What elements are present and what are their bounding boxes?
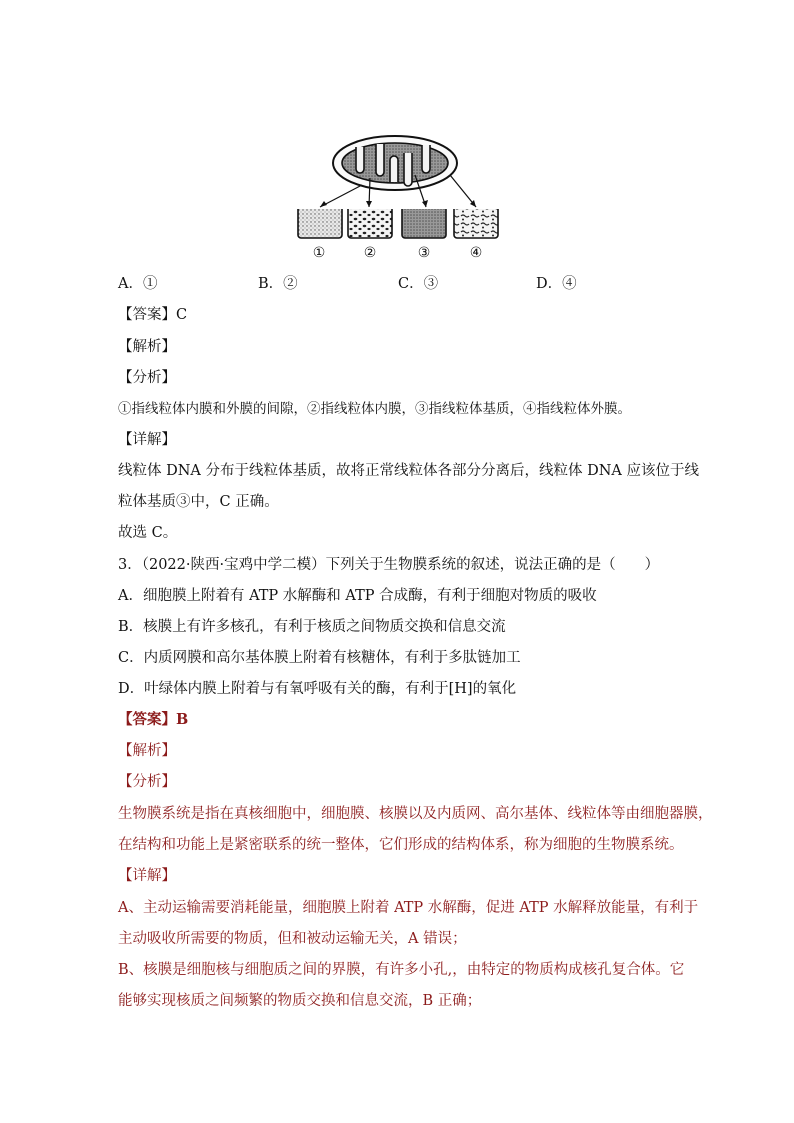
q2-option-a: A．① <box>118 276 158 292</box>
beaker-label-4: ④ <box>469 245 483 261</box>
q3-option-a: A．细胞膜上附着有 ATP 水解酶和 ATP 合成酶，有利于细胞对物质的吸收 <box>118 588 597 604</box>
q3-detail-line-1: A、主动运输需要消耗能量，细胞膜上附着 ATP 水解酶，促进 ATP 水解释放能量，有利于 <box>118 900 699 916</box>
q3-option-b: B．核膜上有许多核孔，有利于核质之间物质交换和信息交流 <box>118 619 506 635</box>
q2-option-d: D．④ <box>536 276 577 292</box>
q3-option-c: C．内质网膜和高尔基体膜上附着有核糖体，有利于多肽链加工 <box>118 650 521 666</box>
beaker-label-3: ③ <box>417 245 431 261</box>
beakers <box>298 209 498 238</box>
q2-detail-line-1: 线粒体 DNA 分布于线粒体基质，故将正常线粒体各部分分离后，线粒体 DNA 应该位于线 <box>118 463 700 479</box>
q2-fenxi-text: ①指线粒体内膜和外膜的间隙，②指线粒体内膜，③指线粒体基质，④指线粒体外膜。 <box>118 401 631 417</box>
arrowheads <box>320 200 476 207</box>
q3-jiexi-heading: 【解析】 <box>118 743 176 759</box>
beaker-2 <box>348 209 392 238</box>
q2-conclusion: 故选 C。 <box>118 525 178 541</box>
q2-detail-line-2: 粒体基质③中，C 正确。 <box>118 494 279 510</box>
beaker-label-2: ② <box>363 245 377 261</box>
q3-xiangjie-heading: 【详解】 <box>118 868 176 884</box>
q3-detail-line-4: 能够实现核质之间频繁的物质交换和信息交流，B 正确； <box>118 993 482 1009</box>
beaker-4 <box>454 209 498 238</box>
q2-jiexi-heading: 【解析】 <box>118 339 176 355</box>
q3-fenxi-heading: 【分析】 <box>118 774 176 790</box>
q3-option-d: D．叶绿体内膜上附着与有氧呼吸有关的酶，有利于[H]的氧化 <box>118 681 517 697</box>
q2-fenxi-heading: 【分析】 <box>118 370 176 386</box>
q2-option-c: C．③ <box>398 276 439 292</box>
beaker-3 <box>402 209 446 238</box>
q3-detail-line-3: B、核膜是细胞核与细胞质之间的界膜，有许多小孔,，由特定的物质构成核孔复合体。它 <box>118 962 685 978</box>
q2-answer: 【答案】C <box>118 307 188 323</box>
q2-option-b: B．② <box>258 276 298 292</box>
beaker-label-1: ① <box>312 245 326 261</box>
mitochondrion-figure <box>290 133 500 263</box>
q3-answer: 【答案】B <box>118 711 189 728</box>
q3-fenxi-line-1: 生物膜系统是指在真核细胞中，细胞膜、核膜以及内质网、高尔基体、线粒体等由细胞器膜， <box>118 806 713 822</box>
q3-detail-line-2: 主动吸收所需要的物质，但和被动运输无关，A 错误； <box>118 931 467 947</box>
q3-fenxi-line-2: 在结构和功能上是紧密联系的统一整体，它们形成的结构体系，称为细胞的生物膜系统。 <box>118 837 684 853</box>
beaker-1 <box>298 209 342 238</box>
q3-question: 3．（2022·陕西·宝鸡中学二模）下列关于生物膜系统的叙述，说法正确的是（ ） <box>118 557 660 573</box>
q2-xiangjie-heading: 【详解】 <box>118 432 176 448</box>
